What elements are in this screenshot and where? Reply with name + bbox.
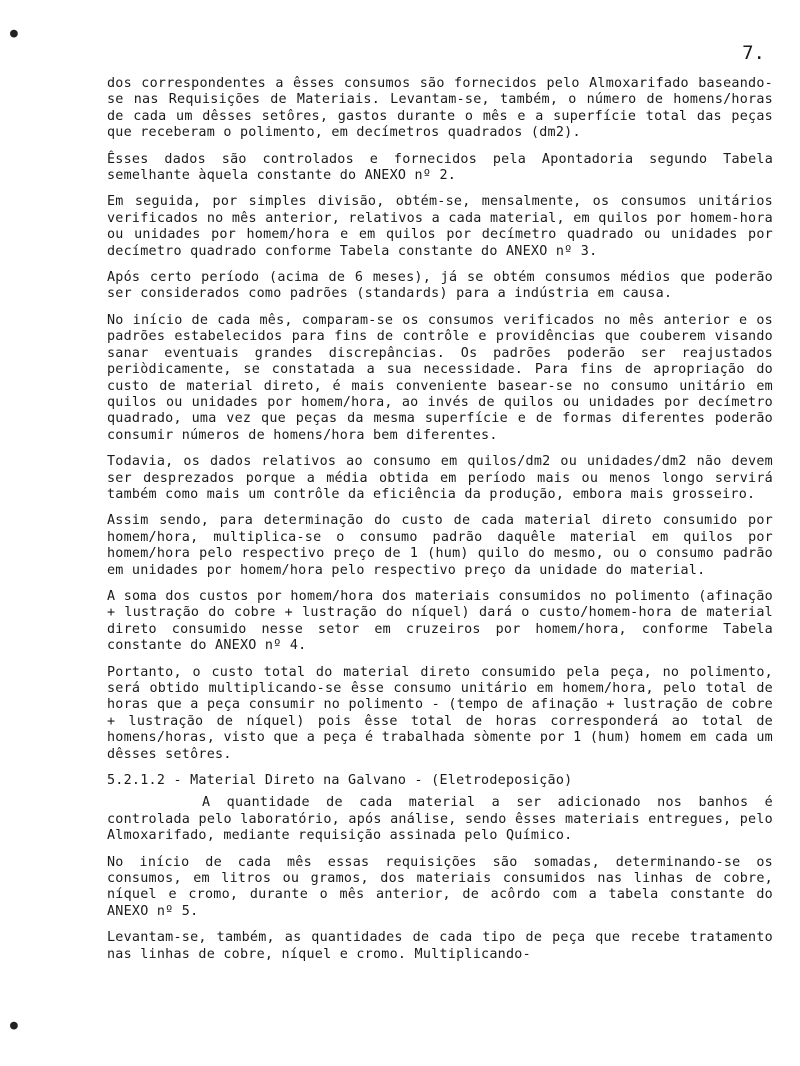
paragraph: dos correspondentes a êsses consumos são fornecidos pelo Almoxarifado baseando-se nas Requisições de Materiais. Levantam-se, também, o número de homens/horas de cada um dêsses setôres, gastos durante o mês e a superfície total das peças que receberam o polimento, em decímetros quadrados (dm2). xyxy=(107,76,773,141)
paragraph: Levantam-se, também, as quantidades de cada tipo de peça que recebe tratamento nas linhas de cobre, níquel e cromo. Multiplicando- xyxy=(107,930,773,962)
document-body xyxy=(107,76,773,973)
paragraph: A soma dos custos por homem/hora dos materiais consumidos no polimento (afinação + lustração do cobre + lustração do níquel) dará o custo/homem-hora de material direto consumido nesse setor em cruzeiros por homem/hora, conforme Tabela constante do ANEXO nº 4. xyxy=(107,588,773,654)
paragraph: Assim sendo, para determinação do custo de cada material direto consumido por homem/hora, multiplica-se o consumo padrão daquêle material em quilos por homem/hora pelo respectivo preço de 1 (hum) quilo do mesmo, ou o consumo padrão em unidades por homem/hora pelo respectivo preço da unidade do material. xyxy=(107,513,773,578)
paragraph: Êsses dados são controlados e fornecidos pela Apontadoria segundo Tabela semelhante àquela constante do ANEXO nº 2. xyxy=(107,151,773,184)
section-heading: 5.2.1.2 - Material Direto na Galvano - (Eletrodeposição) xyxy=(107,773,573,789)
paragraph: Todavia, os dados relativos ao consumo em quilos/dm2 ou unidades/dm2 não devem ser desprezados porque a média obtida em período mais ou menos longo servirá também como mais um contrôle da eficiência da produção, embora mais grosseiro. xyxy=(107,454,773,502)
paragraph: No início de cada mês essas requisições são somadas, determinando-se os consumos, em litros ou gramos, dos materiais consumidos nas linhas de cobre, níquel e cromo, durante o mês anterior, de acôrdo com a tabela constante do ANEXO nº 5. xyxy=(107,854,773,919)
paragraph: A quantidade de cada material a ser adicionado nos banhos é controlada pelo laboratório, após análise, sendo êsses materiais entregues, pelo Almoxarifado, mediante requisição assinada pelo Químico. xyxy=(107,795,773,844)
paragraph: Após certo período (acima de 6 meses), já se obtém consumos médios que poderão ser considerados como padrões (standards) para a indústria em causa. xyxy=(107,270,773,302)
paragraph: Portanto, o custo total do material direto consumido pela peça, no polimento, será obtido multiplicando-se êsse consumo unitário em homem/hora, pelo total de horas que a peça consumir no polimento - (tempo de afinação + lustração de cobre + lustração de níquel) pois êsse total de horas corresponderá ao total de homens/horas, visto que a peça é trabalhada sòmente por 1 (hum) homem em cada um dêsses setôres. xyxy=(107,664,773,762)
binder-hole-mark-bottom: ● xyxy=(10,1018,18,1033)
page-number: 7. xyxy=(742,42,765,64)
binder-hole-mark-top: ● xyxy=(10,26,18,41)
paragraph: Em seguida, por simples divisão, obtém-se, mensalmente, os consumos unitários verificados no mês anterior, relativos a cada material, em quilos por homem-hora ou unidades por homem/hora e em quilos por decímetro quadrado ou unidades por decímetro quadrado conforme Tabela constante do ANEXO nº 3. xyxy=(107,194,773,259)
paragraph: No início de cada mês, comparam-se os consumos verificados no mês anterior e os padrões estabelecidos para fins de contrôle e providências que couberem visando sanar eventuais grandes discrepâncias. Os padrões poderão ser reajustados periòdicamente, se constatada a sua necessidade. Para fins de apropriação do custo de material direto, é mais conveniente basear-se no consumo unitário em quilos ou unidades por homem/hora, ao invés de quilos ou unidades por decímetro quadrado, uma vez que peças da mesma superfície e de formas diferentes poderão consumir números de homens/hora bem diferentes. xyxy=(107,312,773,443)
